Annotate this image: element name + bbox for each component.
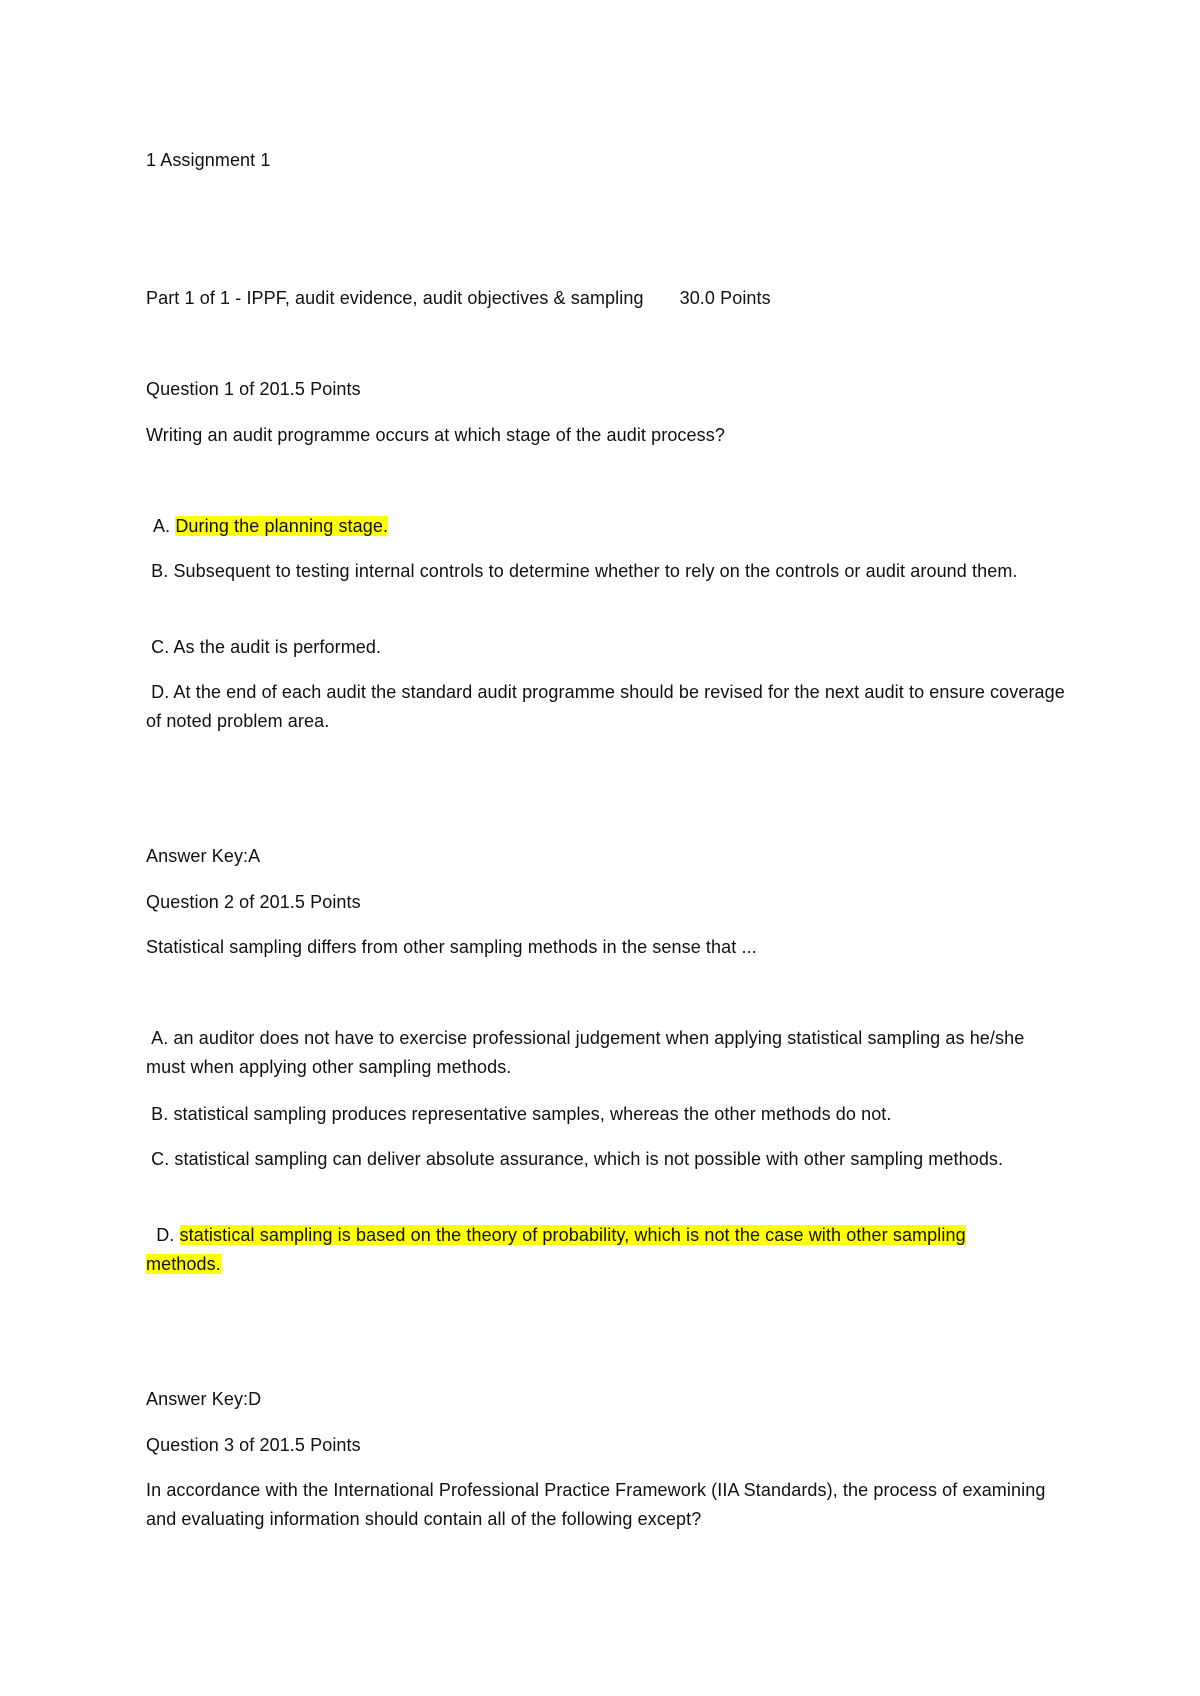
option-text: statistical sampling produces representative samples, whereas the other methods do not.: [173, 1104, 892, 1124]
option-letter: D.: [156, 1225, 175, 1245]
option-letter: B.: [151, 561, 169, 581]
question-2-header: Question 2 of 201.5 Points: [146, 892, 361, 912]
question-2-prompt: Statistical sampling differs from other sampling methods in the sense that ...: [146, 937, 757, 957]
question-2-option-a: [146, 1024, 1066, 1082]
option-text: Subsequent to testing internal controls to determine whether to rely on the controls or audit around them.: [173, 561, 1018, 581]
option-letter: A.: [151, 1028, 169, 1048]
option-text: statistical sampling can deliver absolute assurance, which is not possible with other sampling methods.: [174, 1149, 1004, 1169]
option-text: an auditor does not have to exercise professional judgement when applying statistical sampling as he/she must when applying other sampling methods.: [146, 1028, 1025, 1077]
question-1-option-d: [146, 678, 1066, 736]
question-1-answer-key: Answer Key:A: [146, 846, 261, 866]
question-1-prompt: Writing an audit programme occurs at which stage of the audit process?: [146, 425, 725, 445]
option-text: As the audit is performed.: [173, 637, 382, 657]
question-2-answer-key: Answer Key:D: [146, 1389, 262, 1409]
question-2-option-c: [146, 1145, 1066, 1174]
question-3-prompt: In accordance with the International Professional Practice Framework (IIA Standards), the process of examining and evaluating information should contain all of the following except?: [146, 1480, 1046, 1529]
question-2-option-b: [146, 1100, 892, 1129]
highlighted-answer: During the planning stage.: [175, 516, 389, 536]
highlighted-answer: statistical sampling is based on the theory of probability, which is not the case with other sampling methods.: [146, 1225, 966, 1274]
question-1-option-b: [146, 557, 1066, 586]
document-title: 1 Assignment 1: [146, 150, 271, 170]
option-text: At the end of each audit the standard audit programme should be revised for the next audit to ensure coverage of noted problem area.: [146, 682, 1065, 731]
option-letter: D.: [151, 682, 170, 702]
question-3-header: Question 3 of 201.5 Points: [146, 1435, 361, 1455]
question-1-option-c: [146, 633, 381, 662]
option-letter: C.: [151, 1149, 170, 1169]
option-letter: B.: [151, 1104, 169, 1124]
question-1-option-a: [153, 512, 388, 541]
question-1-header: Question 1 of 201.5 Points: [146, 379, 361, 399]
option-letter: C.: [151, 637, 170, 657]
option-letter: A.: [153, 516, 171, 536]
question-2-option-d: [146, 1221, 1006, 1279]
part-header: [146, 284, 771, 313]
part-points: 30.0 Points: [679, 288, 771, 308]
part-label: Part 1 of 1 - IPPF, audit evidence, audit objectives & sampling: [146, 288, 644, 308]
